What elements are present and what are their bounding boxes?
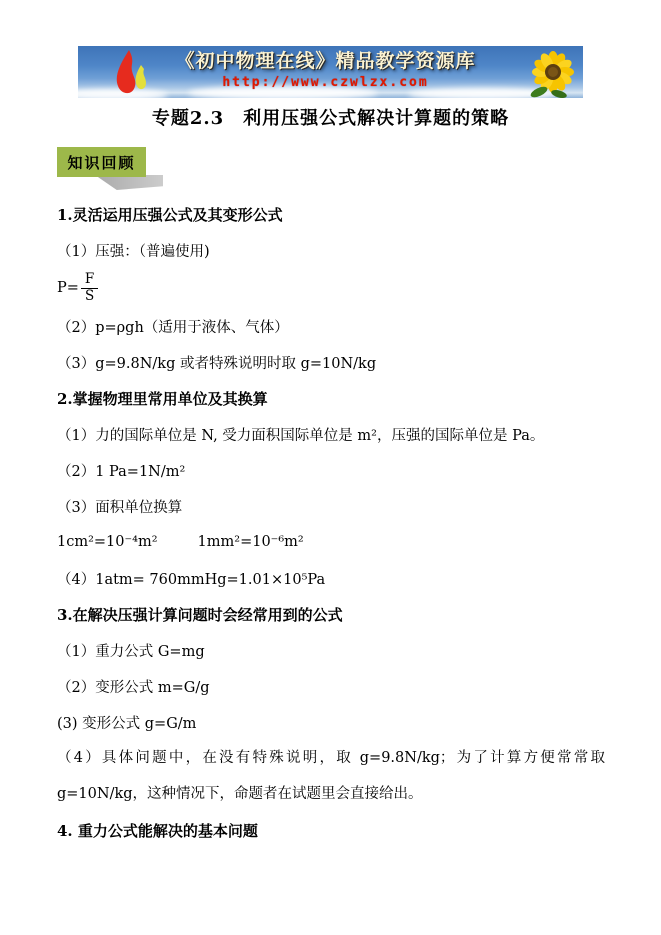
section3-item3: (3) 变形公式 g=G/m bbox=[57, 715, 197, 732]
formula-numerator: F bbox=[81, 272, 98, 289]
section2-item3: （3）面积单位换算 bbox=[57, 499, 183, 516]
banner-url: http://www.czwlzx.com bbox=[222, 75, 429, 90]
section2-item2: （2）1 Pa=1N/m² bbox=[57, 463, 186, 480]
pressure-formula bbox=[57, 268, 605, 308]
page-title: 专题2.3 利用压强公式解决计算题的策略 bbox=[151, 108, 510, 129]
area-conversion-line bbox=[57, 524, 605, 560]
badge-shadow bbox=[95, 175, 163, 190]
section3-item2: （2）变形公式 m=G/g bbox=[57, 679, 210, 696]
section1-heading: 1.灵活运用压强公式及其变形公式 bbox=[57, 205, 283, 224]
section1-item2: （2）p=ρgh（适用于液体、气体） bbox=[57, 319, 289, 336]
site-banner bbox=[78, 46, 583, 98]
section3-item1: （1）重力公式 G=mg bbox=[57, 643, 205, 660]
formula-fraction bbox=[81, 272, 98, 304]
section1-item1: （1）压强：（普遍使用) bbox=[57, 243, 210, 260]
section4-heading: 4. 重力公式能解决的基本问题 bbox=[57, 821, 258, 840]
document-body bbox=[57, 196, 605, 848]
conversion-cm: 1cm²=10⁻⁴m² bbox=[57, 534, 158, 550]
sunflower-icon bbox=[529, 50, 577, 98]
section2-item1: （1）力的国际单位是 N, 受力面积国际单位是 m²，压强的国际单位是 Pa。 bbox=[57, 427, 545, 444]
banner-text-block bbox=[148, 49, 503, 92]
section3-heading: 3.在解决压强计算问题时会经常用到的公式 bbox=[57, 605, 343, 624]
section3-item4: （4）具体问题中，在没有特殊说明，取 g=9.8N/kg；为了计算方便常常取 g=10N/kg，这种情况下，命题者在试题里会直接给出。 bbox=[57, 750, 605, 802]
formula-denominator: S bbox=[84, 287, 95, 304]
banner-title: 《初中物理在线》精品教学资源库 bbox=[175, 50, 476, 72]
section2-heading: 2.掌握物理里常用单位及其换算 bbox=[57, 389, 268, 408]
knowledge-review-badge: 知识回顾 bbox=[57, 147, 146, 177]
conversion-mm: 1mm²=10⁻⁶m² bbox=[197, 534, 304, 550]
formula-lhs: P= bbox=[57, 280, 79, 296]
section1-item3: （3）g=9.8N/kg 或者特殊说明时取 g=10N/kg bbox=[57, 355, 377, 372]
section2-item4: （4）1atm= 760mmHg=1.01×10⁵Pa bbox=[57, 571, 326, 588]
